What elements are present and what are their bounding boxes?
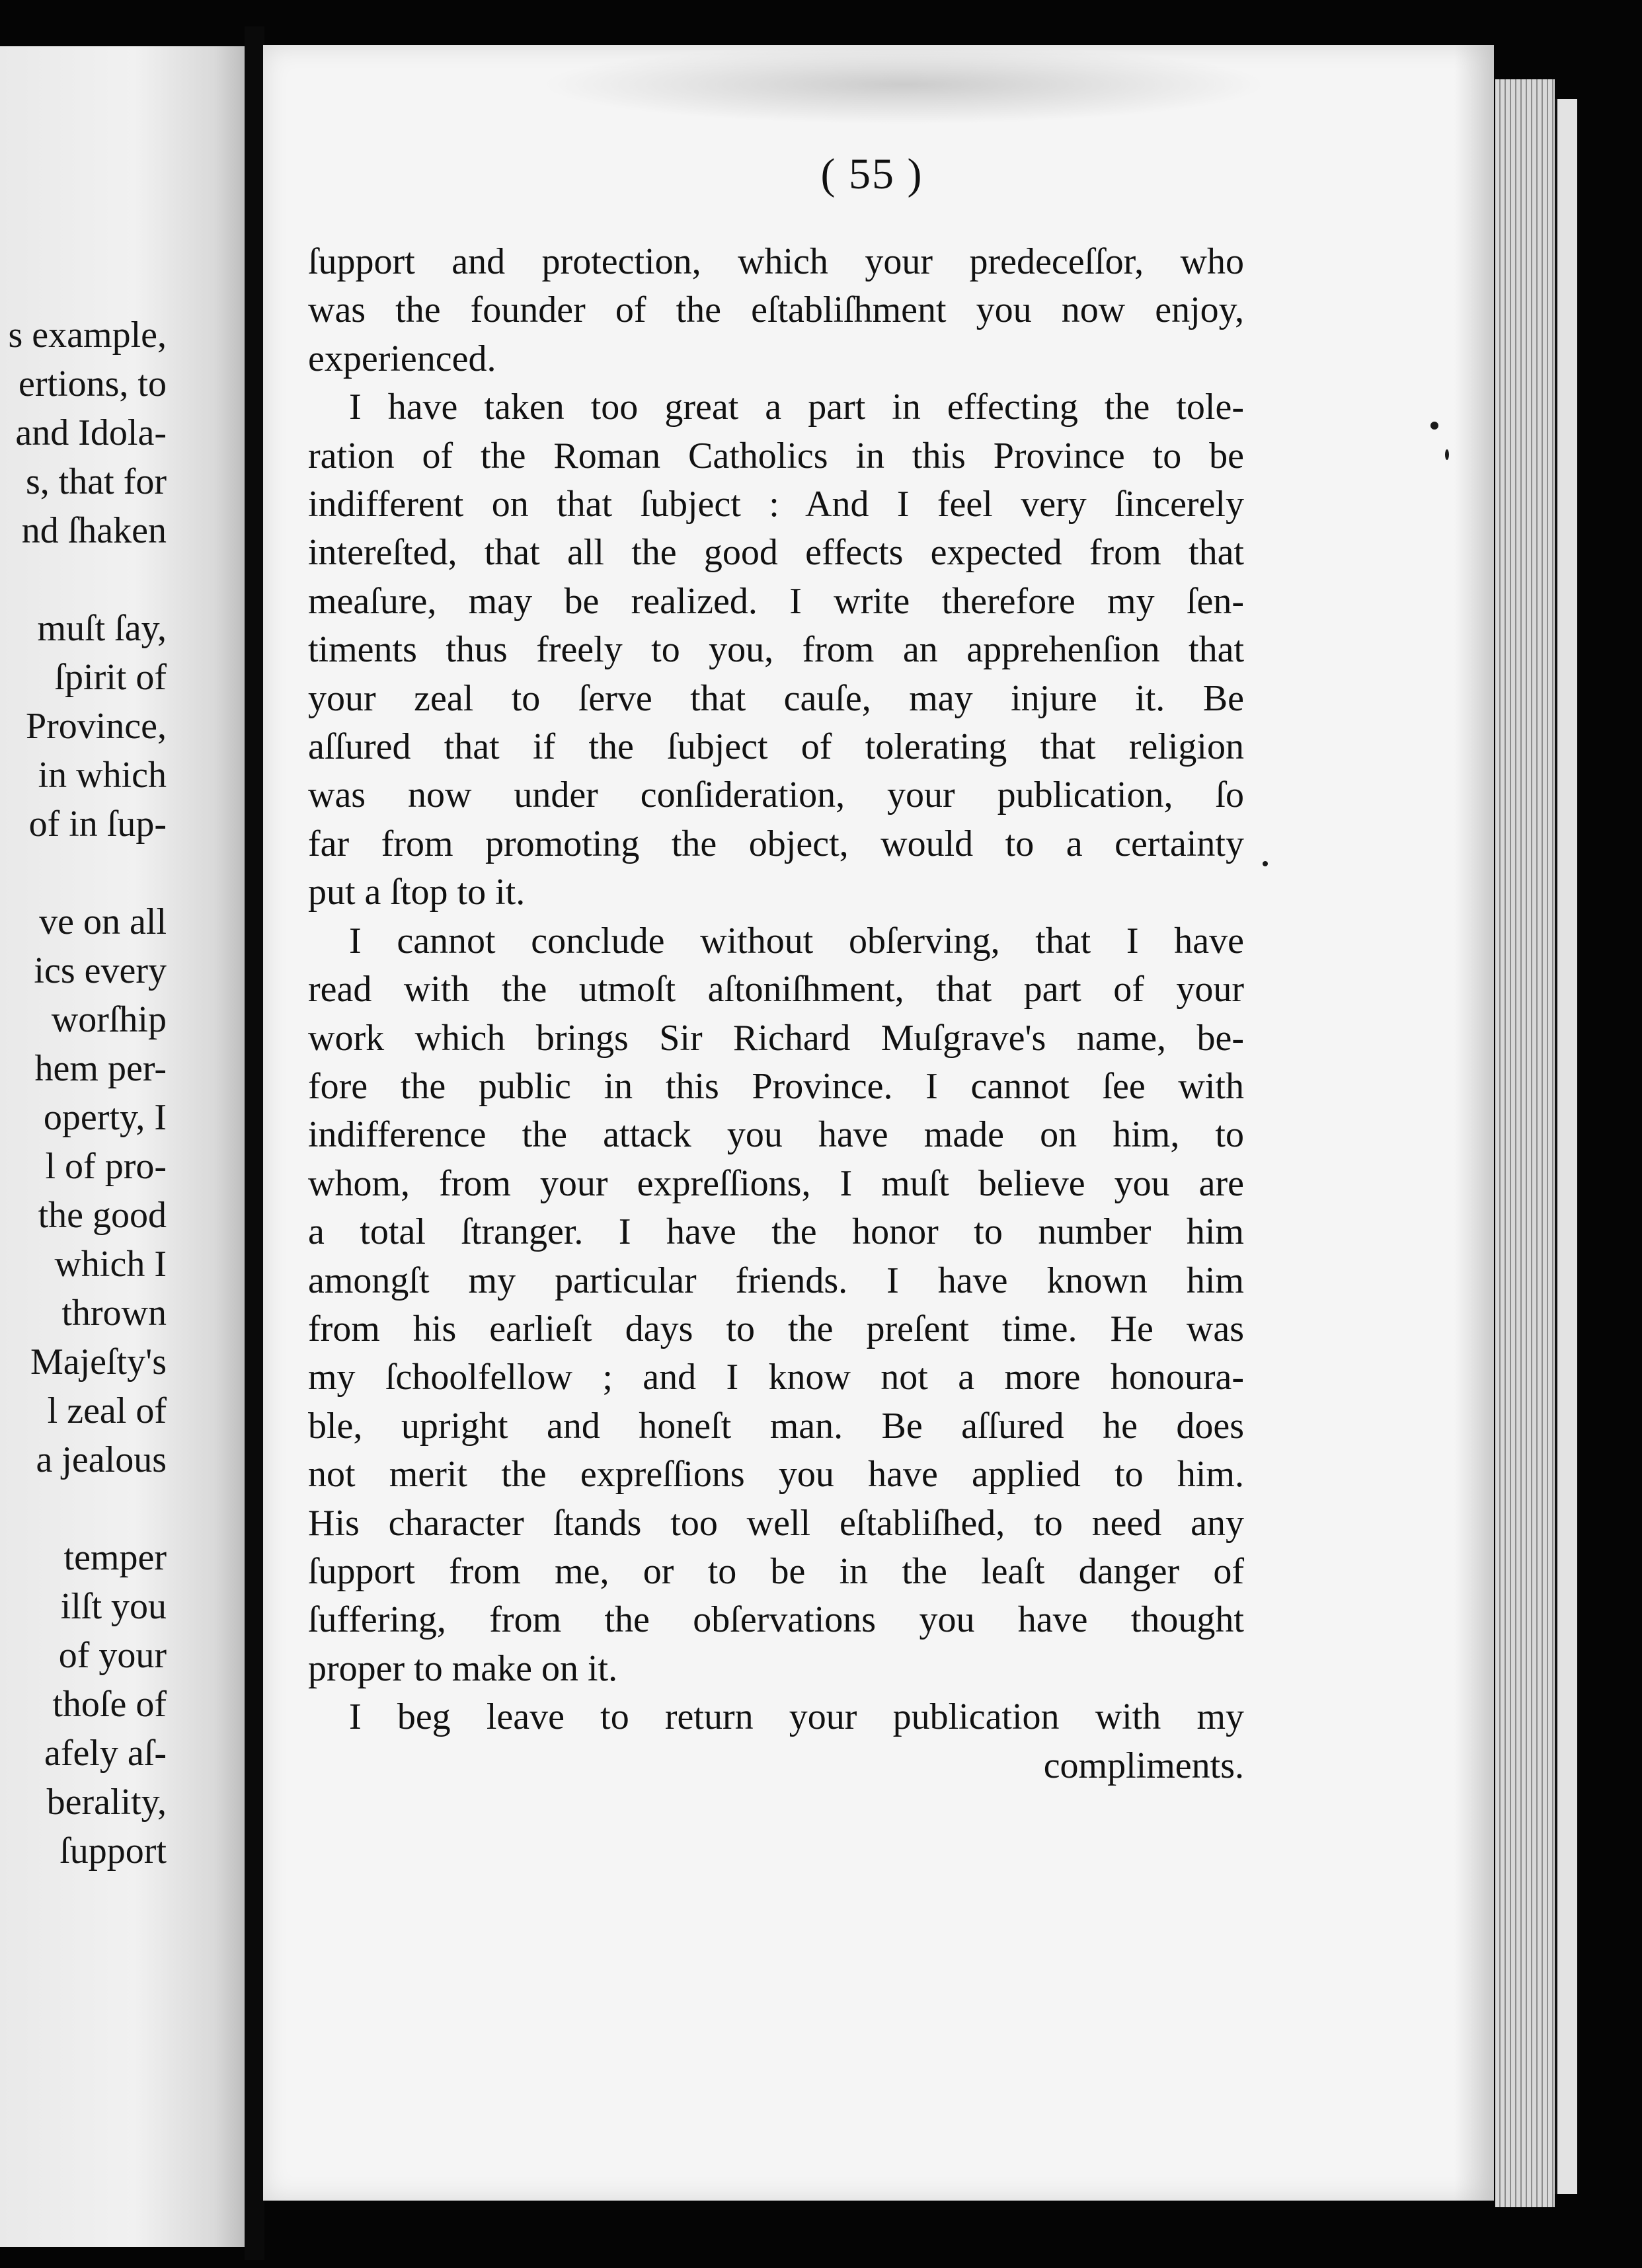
left-page-line [0,849,167,897]
left-page-line: afely aſ- [44,1733,167,1774]
left-page-line: s, that for [25,461,167,502]
body-text [308,238,1244,1790]
left-page-line: a jealous [36,1439,167,1480]
text-line: amongſt my particular friends. I have known him [308,1260,1244,1301]
left-page-line: worſhip [51,999,167,1040]
text-line: ſupport and protection, which your predeceſſor, who [308,241,1244,282]
text-line: work which brings Sir Richard Muſgrave's name, be- [308,1017,1244,1059]
text-line: fore the public in this Province. I cannot ſee with [308,1065,1244,1107]
closing-line: compliments. [1043,1745,1244,1786]
left-page-line: the good [38,1195,167,1236]
left-page-line: ics every [34,950,167,991]
left-page-line: of your [58,1635,167,1676]
text-line: far from promoting the object, would to a certainty [308,823,1244,864]
book-gutter [245,26,264,2260]
page-stain [541,45,1268,124]
text-line: aſſured that if the ſubject of tolerating that religion [308,726,1244,768]
left-page-line: thoſe of [52,1684,167,1725]
text-line: meaſure, may be realized. I write therefore my ſen- [308,580,1244,622]
ink-speck [1445,449,1449,460]
left-page-line: ertions, to [19,363,167,404]
left-page-line [0,555,167,604]
left-page-line: Province, [25,706,167,747]
left-page-line: temper [63,1537,167,1578]
text-line: a total ſtranger. I have the honor to number him [308,1211,1244,1253]
left-page [0,46,245,2247]
page-edge-shadow [1454,45,1494,2201]
text-line: intereſted, that all the good effects expected from that [308,532,1244,574]
text-line: was now under conſideration, your publication, ſo [308,775,1244,816]
text-line: read with the utmoſt aſtoniſhment, that part of your [308,969,1244,1010]
left-page-line: thrown [61,1293,167,1334]
left-page-line: ſupport [59,1831,167,1871]
text-line: from his earlieſt days to the preſent time. He was [308,1308,1244,1349]
book-cover-edge [1555,99,1577,2194]
left-page-line: muſt ſay, [37,608,167,649]
paragraph-first-line: I beg leave to return your publication with my [349,1696,1244,1738]
left-page-text [0,311,167,1875]
text-line: not merit the expreſſions you have applied to him. [308,1454,1244,1495]
text-line: ſupport from me, or to be in the leaſt danger of [308,1550,1244,1592]
left-page-line: s example, [8,315,167,356]
ink-speck [1430,422,1438,430]
left-page-line: operty, I [43,1097,167,1138]
page-stack-edge [1495,79,1555,2207]
text-line: was the founder of the eſtabliſhment you now enjoy, [308,289,1244,331]
left-page-line: of in ſup- [28,804,167,845]
text-line: experienced. [308,338,496,379]
left-page-line: ſpirit of [54,657,167,698]
page-number: ( 55 ) [820,150,923,198]
left-page-line: l zeal of [47,1390,167,1431]
right-page [263,45,1494,2201]
text-line: timents thus freely to you, from an apprehenſion that [308,629,1244,671]
text-line: whom, from your expreſſions, I muſt believe you are [308,1162,1244,1204]
ink-speck [1263,861,1268,866]
text-line: indifference the attack you have made on him, to [308,1114,1244,1156]
left-page-line: ve on all [39,901,167,942]
text-line: my ſchoolfellow ; and I know not a more honoura- [308,1357,1244,1398]
left-page-line: and Idola- [15,412,167,453]
text-line: proper to make on it. [308,1647,618,1689]
text-line: your zeal to ſerve that cauſe, may injure it. Be [308,677,1244,719]
left-page-line: hem per- [34,1048,167,1089]
text-line: put a ſtop to it. [308,872,526,913]
left-page-line: which I [54,1244,167,1285]
left-page-line: nd ſhaken [21,510,167,551]
paragraph-first-line: I have taken too great a part in effecting the tole- [349,387,1244,428]
left-page-line [0,1484,167,1533]
text-line: ſuffering, from the obſervations you have thought [308,1599,1244,1641]
left-page-line: berality, [46,1782,167,1823]
left-page-line: l of pro- [45,1146,167,1187]
left-page-line: in which [38,755,167,796]
paragraph-first-line: I cannot conclude without obſerving, that I have [349,920,1244,962]
text-line: indifferent on that ſubject : And I feel very ſincerely [308,484,1244,525]
text-line: His character ſtands too well eſtabliſhed, to need any [308,1502,1244,1544]
left-page-line: ilſt you [60,1586,167,1627]
left-page-line: Majeſty's [30,1342,167,1382]
text-line: ble, upright and honeſt man. Be aſſured he does [308,1405,1244,1447]
text-line: ration of the Roman Catholics in this Province to be [308,435,1244,476]
